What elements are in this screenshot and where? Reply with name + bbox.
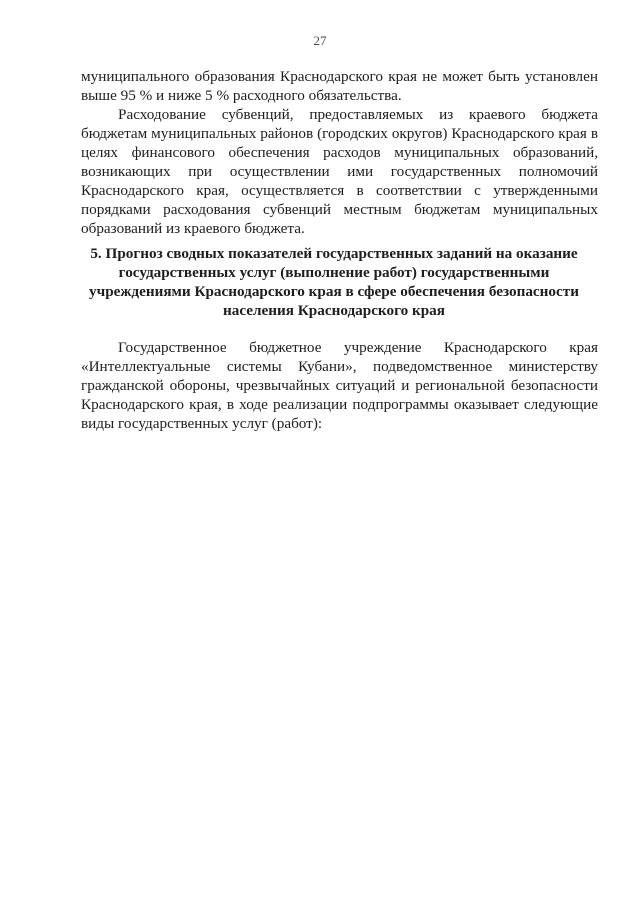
paragraph-3-line: виды государственных услуг (работ): (81, 415, 323, 432)
paragraph-3-line: гражданской обороны, чрезвычайных ситуаций и региональной безопасности (81, 377, 598, 394)
section-heading-line: государственных услуг (выполнение работ) государственными (118, 264, 550, 281)
section-heading-line: 5. Прогноз сводных показателей государственных заданий на оказание (90, 245, 578, 262)
paragraph-1-line: муниципального образования Краснодарского края не может быть установлен (81, 68, 598, 85)
paragraph-2-line: бюджетам муниципальных районов (городских округов) Краснодарского края в (81, 125, 598, 142)
paragraph-2-line: порядками расходования субвенций местным бюджетам муниципальных (81, 201, 598, 218)
section-heading-line: учреждениями Краснодарского края в сфере обеспечения безопасности (89, 283, 579, 300)
section-heading-line: населения Краснодарского края (222, 302, 445, 319)
paragraph-1-line: выше 95 % и ниже 5 % расходного обязательства. (81, 87, 402, 104)
paragraph-2-line: возникающих при осуществлении ими государственных полномочий (81, 163, 598, 180)
paragraph-2-line: образований из краевого бюджета. (81, 220, 305, 237)
paragraph-2-line: целях финансового обеспечения расходов муниципальных образований, (81, 144, 598, 161)
paragraph-2-line: Расходование субвенций, предоставляемых из краевого бюджета (118, 106, 598, 123)
paragraph-3-line: Государственное бюджетное учреждение Краснодарского края (118, 339, 598, 356)
paragraph-2-line: Краснодарского края, осуществляется в соответствии с утвержденными (81, 182, 598, 199)
paragraph-3-line: Краснодарского края, в ходе реализации подпрограммы оказывает следующие (81, 396, 598, 413)
paragraph-3-line: «Интеллектуальные системы Кубани», подведомственное министерству (81, 358, 598, 375)
page-number: 27 (313, 33, 327, 48)
